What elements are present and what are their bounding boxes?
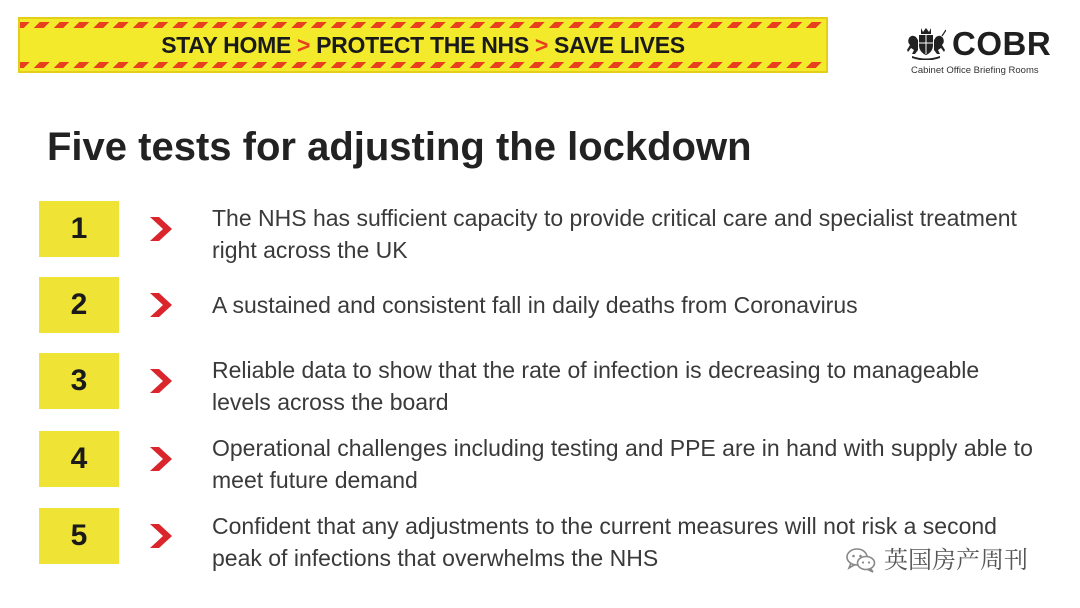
page-title: Five tests for adjusting the lockdown (47, 125, 752, 169)
wechat-icon (846, 547, 876, 573)
slogan-separator-1: > (297, 32, 311, 58)
slogan-protect-nhs: PROTECT THE NHS (316, 32, 529, 58)
cobr-subtitle: Cabinet Office Briefing Rooms (911, 65, 1039, 76)
test-text: Confident that any adjustments to the current measures will not risk a second peak of infections that overwhelms the NHS (212, 513, 997, 571)
chevron-right-icon (148, 447, 174, 471)
chevron-right-icon (148, 217, 174, 241)
test-text: A sustained and consistent fall in daily deaths from Coronavirus (212, 292, 858, 318)
test-item-3 (0, 353, 1080, 413)
slogan-separator-2: > (534, 32, 549, 58)
test-number-badge: 3 (39, 353, 119, 409)
test-number-badge: 1 (39, 201, 119, 257)
chevron-right-icon (148, 369, 174, 393)
test-text: Reliable data to show that the rate of infection is decreasing to manageable levels across the board (212, 357, 980, 415)
test-number-badge: 5 (39, 508, 119, 564)
test-item-1 (0, 201, 1080, 261)
chevron-right-icon (148, 524, 174, 548)
test-text: Operational challenges including testing and PPE are in hand with supply able to meet future demand (212, 435, 1033, 493)
slogan-stay-home: STAY HOME (161, 32, 291, 58)
cobr-wordmark: COBR (952, 25, 1052, 62)
test-item-4 (0, 431, 1080, 491)
test-text: The NHS has sufficient capacity to provide critical care and specialist treatment right across the UK (212, 205, 1017, 263)
test-number-badge: 4 (39, 431, 119, 487)
chevron-right-icon (148, 293, 174, 317)
slogan-save-lives: SAVE LIVES (554, 32, 685, 58)
wechat-watermark (846, 545, 1028, 575)
watermark-text: 英国房产周刊 (884, 546, 1028, 574)
test-number-badge: 2 (39, 277, 119, 333)
test-item-2 (0, 277, 1080, 337)
